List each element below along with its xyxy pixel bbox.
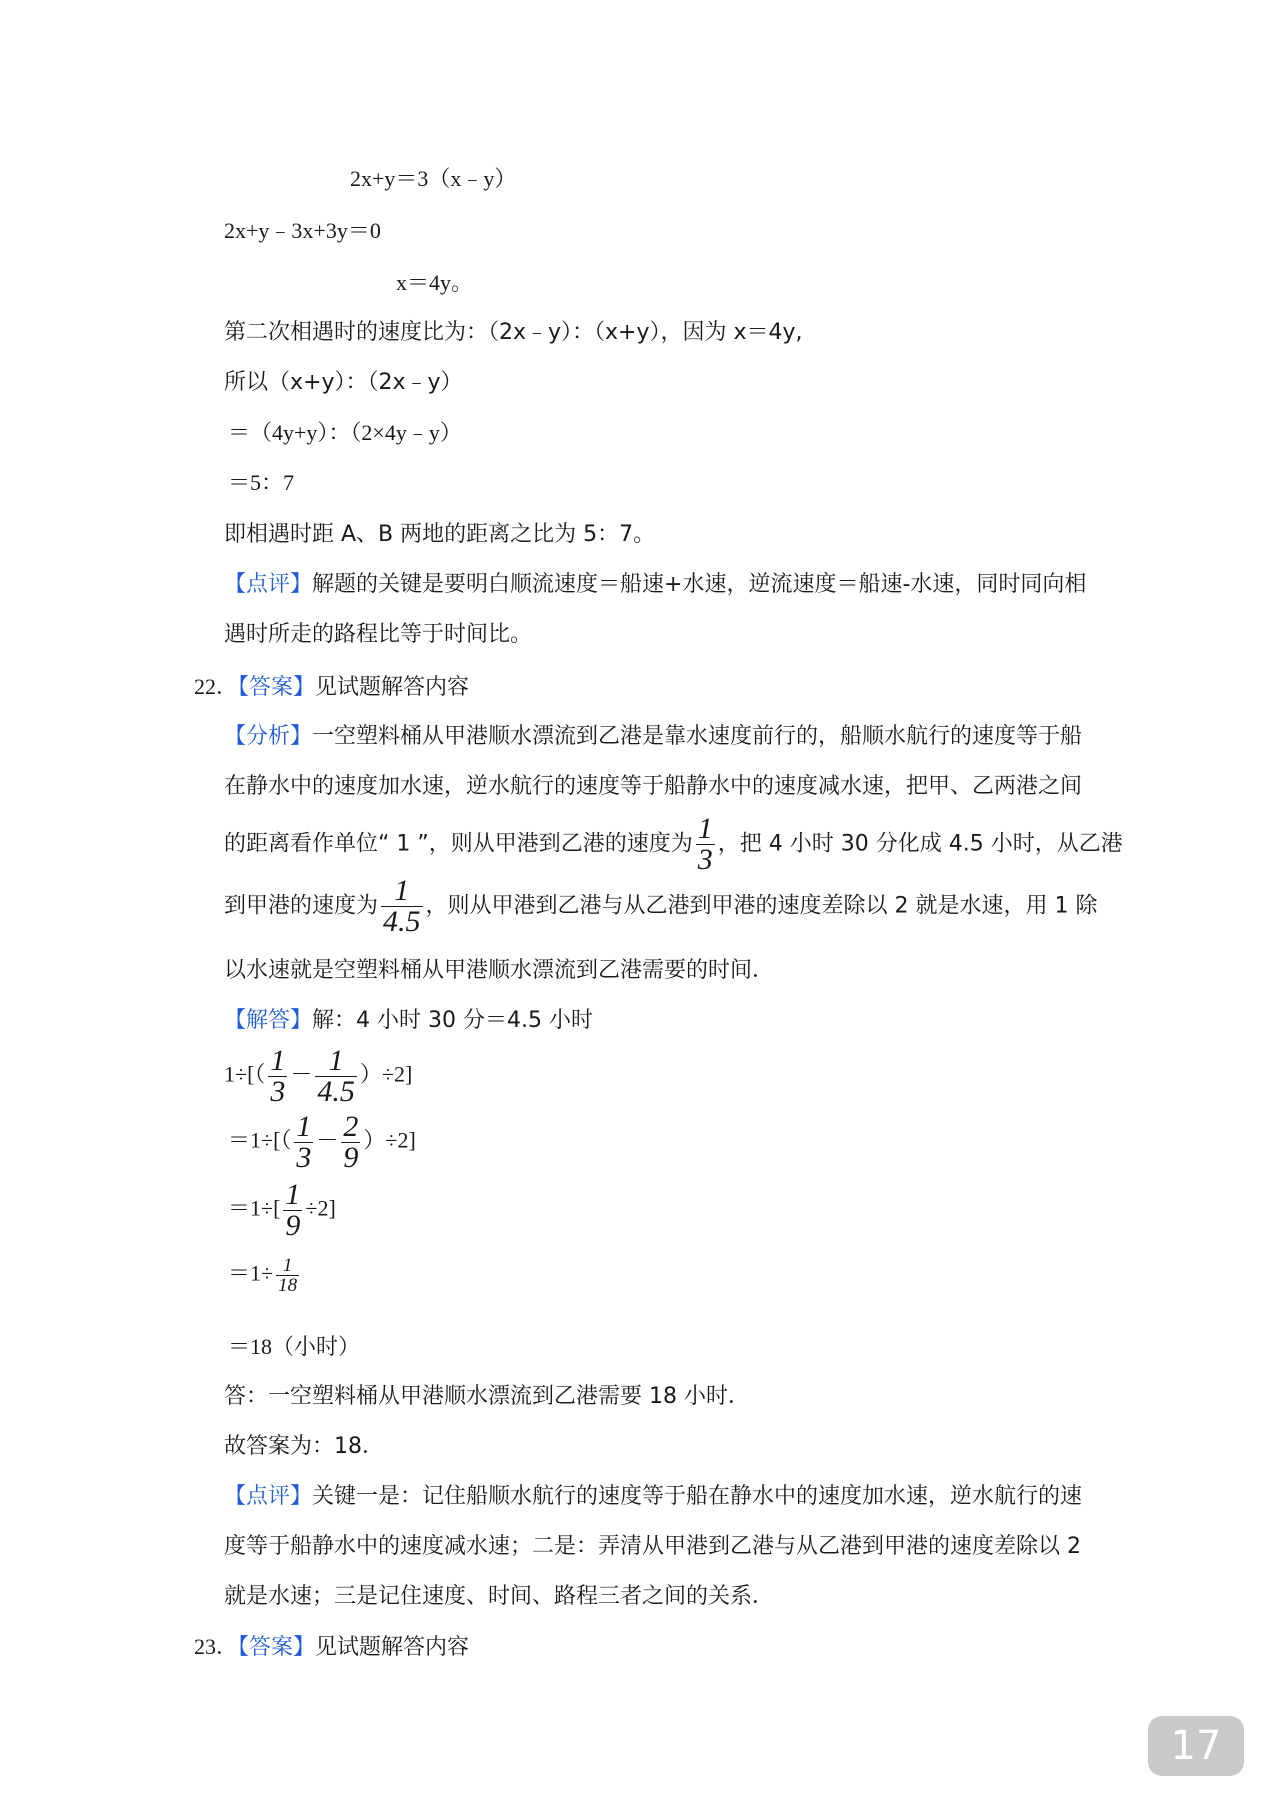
fraction-one-ninth (283, 1180, 302, 1241)
q22-analysis-text-3a: 的距离看作单位“ 1 ”，则从甲港到乙港的速度为 (224, 831, 693, 857)
fraction-numerator: 1 (697, 812, 713, 845)
equation-line-3: x＝4y。 (396, 270, 474, 295)
step-3-prefix: ＝1÷[ (228, 1195, 281, 1221)
fraction-numerator: 1 (282, 1255, 293, 1276)
q22-answer-text: 见试题解答内容 (315, 675, 470, 700)
fraction-one-over-4-5 (381, 876, 423, 937)
equation-line-7: ＝5：7 (228, 470, 295, 495)
text-line-8: 即相遇时距 A、B 两地的距离之比为 5：7。 (224, 522, 656, 547)
comment-tag: 【点评】 (224, 572, 313, 597)
fraction-two-ninths (341, 1112, 360, 1173)
fraction-numerator: 1 (296, 1110, 312, 1143)
fraction-denominator: 9 (343, 1141, 359, 1174)
q22-comment-line-3: 就是水速；三是记住速度、时间、路程三者之间的关系． (224, 1584, 775, 1609)
fraction-denominator: 4.5 (383, 905, 421, 938)
fraction-numerator: 1 (394, 874, 410, 907)
fraction-denominator: 18 (278, 1275, 298, 1296)
fraction-denominator: 4.5 (317, 1075, 355, 1108)
q22-solve-text: 解：4 小时 30 分＝4.5 小时 (312, 1008, 593, 1033)
q23-answer-text: 见试题解答内容 (315, 1635, 470, 1660)
q23-answer-tag: 【答案】 (238, 1635, 316, 1660)
q22-number: 22． (194, 674, 239, 699)
comment-line-2: 遇时所走的路程比等于时间比。 (224, 622, 533, 647)
fraction-one-third (268, 1046, 287, 1107)
step-1-suffix: ）÷2] (359, 1061, 413, 1087)
comment-line-1 (224, 572, 1086, 598)
solve-step-3 (228, 1180, 336, 1241)
comment-text: 解题的关键是要明白顺流速度＝船速+水速，逆流速度＝船速-水速，同时同向相 (312, 572, 1087, 597)
q22-analysis-line-4 (224, 876, 1098, 937)
step-1-prefix: 1÷[（ (224, 1061, 266, 1087)
q22-analysis-line-2: 在静水中的速度加水速，逆水航行的速度等于船静水中的速度减水速，把甲、乙两港之间 (224, 774, 1083, 799)
q22-answer-tag: 【答案】 (238, 675, 316, 700)
text-line-5: 所以（x+y）：（2x﹣y） (224, 370, 463, 395)
solve-step-4 (228, 1256, 302, 1295)
q22-analysis-line-5: 以水速就是空塑料桶从甲港顺水漂流到乙港需要的时间． (224, 958, 775, 983)
q22-analysis-line-3 (224, 814, 1123, 875)
fraction-one-third (696, 814, 715, 875)
fraction-numerator: 2 (343, 1110, 359, 1143)
q22-analysis-text-4b: ，则从甲港到乙港与从乙港到甲港的速度差除以 2 就是水速，用 1 除 (425, 893, 1098, 919)
fraction-numerator: 1 (285, 1178, 301, 1211)
minus-sign: － (290, 1061, 313, 1087)
fraction-numerator: 1 (328, 1044, 344, 1077)
minus-sign: － (316, 1127, 339, 1153)
step-2-suffix: ）÷2] (363, 1127, 416, 1153)
q22-answer-line (194, 674, 469, 701)
q22-comment-tag: 【点评】 (224, 1484, 313, 1509)
fraction-one-over-4-5 (315, 1046, 357, 1107)
q22-analysis-text-1: 一空塑料桶从甲港顺水漂流到乙港是靠水速度前行的，船顺水航行的速度等于船 (312, 724, 1083, 749)
q22-analysis-tag: 【分析】 (224, 724, 313, 749)
q22-final-answer: 故答案为：18． (224, 1434, 384, 1459)
q22-comment-line-2: 度等于船静水中的速度减水速；二是：弄清从甲港到乙港与从乙港到甲港的速度差除以 2 (224, 1534, 1081, 1559)
page-number-badge: 17 (1148, 1716, 1244, 1776)
q22-solve-tag: 【解答】 (224, 1008, 313, 1033)
step-2-prefix: ＝1÷[（ (228, 1127, 292, 1153)
step-3-suffix: ÷2] (305, 1195, 336, 1221)
solve-step-2 (228, 1112, 416, 1173)
fraction-denominator: 3 (270, 1075, 286, 1108)
q23-number: 23． (194, 1634, 239, 1659)
equation-line-6: ＝（4y+y）：（2×4y﹣y） (228, 420, 462, 445)
solve-step-1 (224, 1046, 412, 1107)
q22-comment-text-1: 关键一是：记住船顺水航行的速度等于船在静水中的速度加水速，逆水航行的速 (312, 1484, 1083, 1509)
fraction-denominator: 3 (296, 1141, 312, 1174)
q22-solve-line (224, 1008, 593, 1034)
equation-line-1: 2x+y＝3（x﹣y） (350, 166, 517, 191)
fraction-denominator: 3 (697, 843, 713, 876)
q22-analysis-text-3b: ，把 4 小时 30 分化成 4.5 小时，从乙港 (717, 831, 1123, 857)
fraction-denominator: 9 (285, 1209, 301, 1242)
fraction-numerator: 1 (270, 1044, 286, 1077)
q22-analysis-text-4a: 到甲港的速度为 (224, 893, 379, 919)
q22-comment-line-1 (224, 1484, 1082, 1510)
step-4-prefix: ＝1÷ (228, 1260, 274, 1286)
fraction-one-third (294, 1112, 313, 1173)
q22-reply-line: 答：一空塑料桶从甲港顺水漂流到乙港需要 18 小时． (224, 1384, 750, 1409)
equation-line-2: 2x+y﹣3x+3y＝0 (224, 218, 381, 243)
q23-answer-line (194, 1634, 469, 1661)
text-line-4: 第二次相遇时的速度比为：（2x﹣y）：（x+y），因为 x＝4y, (224, 320, 803, 345)
q22-analysis-line-1 (224, 724, 1082, 750)
fraction-one-eighteenth (276, 1256, 299, 1295)
solve-step-5: ＝18（小时） (228, 1334, 361, 1359)
